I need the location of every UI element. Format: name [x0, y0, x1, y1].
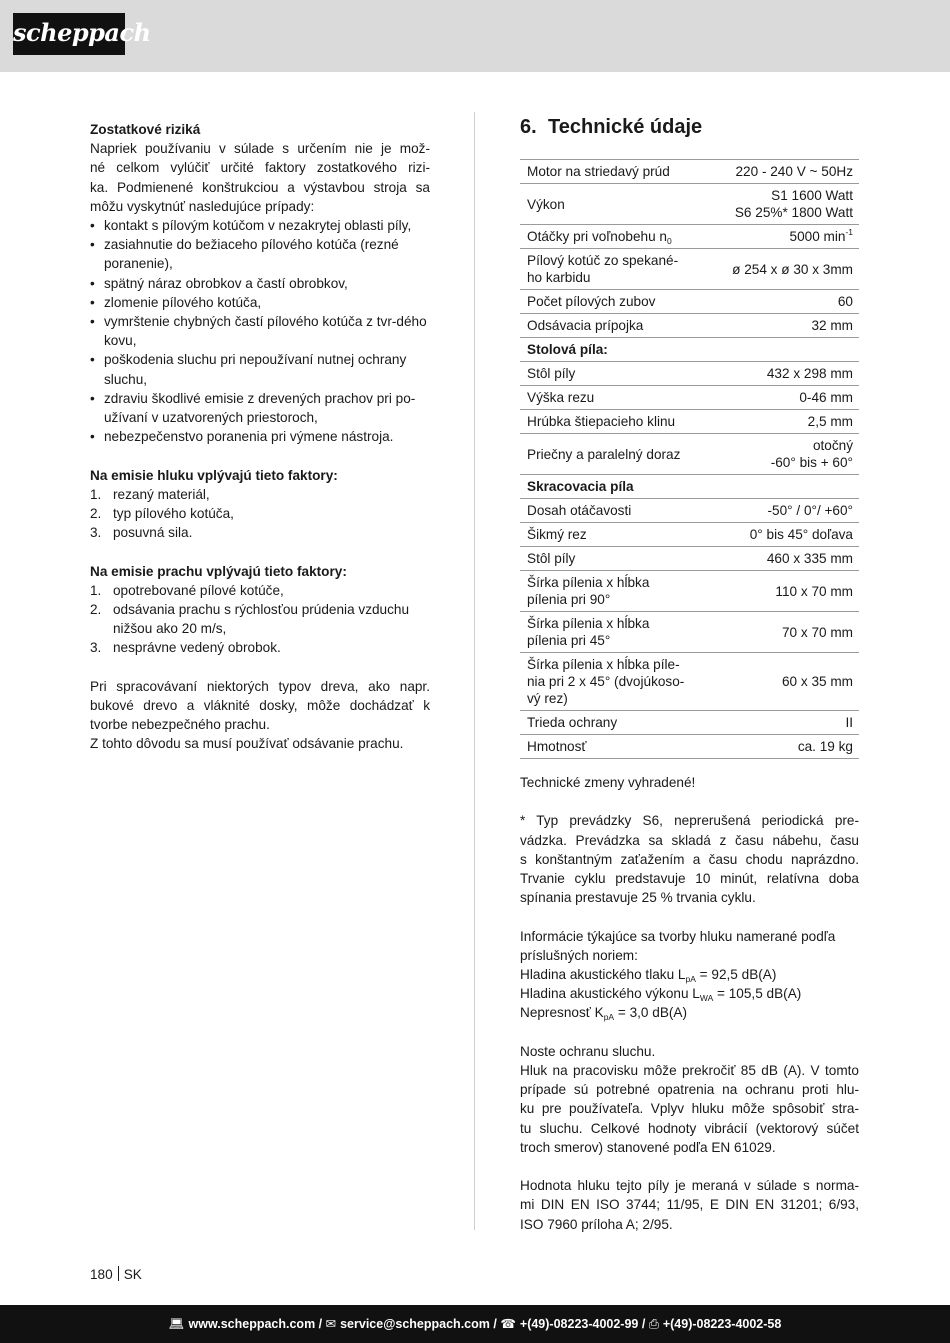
dust-factors-heading: Na emisie prachu vplývajú tieto faktory:: [90, 563, 347, 579]
spec-label: Šikmý rez: [520, 523, 710, 547]
list-item: 1. rezaný materiál,: [90, 486, 210, 502]
list-item: • spätný náraz obrobkov a častí obrobkov,: [90, 274, 430, 293]
spec-value: 32 mm: [710, 314, 859, 338]
footer-email[interactable]: service@scheppach.com /: [340, 1317, 497, 1331]
spec-label: Šírka pílenia x hĺbka pílenia pri 90°: [520, 571, 710, 612]
table-row: [520, 160, 859, 184]
computer-icon: 💻︎: [168, 1317, 185, 1331]
spec-value: 432 x 298 mm: [710, 362, 859, 386]
residual-risks-list: [90, 216, 430, 446]
spec-label: Počet pílových zubov: [520, 290, 710, 314]
residual-risks-heading: Zostatkové riziká: [90, 122, 201, 137]
spec-label: Dosah otáčavosti: [520, 499, 710, 523]
section-number: 6.: [520, 116, 537, 138]
hearing-protection-note: Noste ochranu sluchu. Hluk na pracovisku môže prekročiť 85 dB (A). V tomto prípade sú potrebné opatrenia na ochranu proti hlu- ku pre používateľa. Vplyv hluku môže spôsobiť stra- tu sluchu. Celkové hodnoty vibrácií (vektorový súčet troch smerov) stanovené podľa EN 61029.: [520, 1043, 859, 1155]
left-column: [90, 120, 430, 754]
footer-bar: [0, 1305, 950, 1343]
list-item: • vymrštenie chybných častí pílového kotúča z tvr-dého kovu,: [90, 312, 430, 350]
spec-label: Šírka pílenia x hĺbka píle- nia pri 2 x 45° (dvojúkoso- vý rez): [520, 653, 710, 711]
spec-value: 60: [710, 290, 859, 314]
right-column: [520, 113, 859, 1234]
column-divider: [474, 112, 475, 1230]
fax-icon: ⎙: [648, 1317, 659, 1331]
technical-changes-note: Technické zmeny vyhradené!: [520, 775, 696, 790]
spec-label: Otáčky pri voľnobehu $n_0$: [520, 225, 710, 249]
noise-factors-heading: Na emisie hluku vplývajú tieto faktory:: [90, 467, 338, 483]
section-title-text: Technické údaje: [548, 116, 703, 138]
spec-value: 0° bis 45° doľava: [710, 523, 859, 547]
list-item: 2. odsávania prachu s rýchlosťou prúdenia vzduchu nižšou ako 20 m/s,: [90, 602, 410, 637]
spec-label: Stôl píly: [520, 547, 710, 571]
s6-mode-note: * Typ prevádzky S6, neprerušená periodická pre- vádzka. Prevádzka sa skladá z času nábehu, času s konštantným zaťažením a času chodu naprázdno. Trvanie cyklu predstavuje 10 minút, relatívna doba spínania prestavuje 25 % trvania cyklu.: [520, 813, 859, 906]
spec-label: Výška rezu: [520, 386, 710, 410]
list-item: • zlomenie pílového kotúča,: [90, 293, 430, 312]
list-item: • zdraviu škodlivé emisie z drevených prachov pri po-užívaní v uzatvorených priestoroch,: [90, 389, 430, 427]
spec-label: Výkon: [520, 184, 710, 225]
spec-label: Hmotnosť: [520, 735, 710, 759]
list-item: • kontakt s pílovým kotúčom v nezakrytej oblasti píly,: [90, 216, 430, 235]
table-row: [520, 362, 859, 386]
spec-value: 5000 $\min^{-1}$: [710, 225, 859, 249]
table-row: [520, 571, 859, 612]
list-item: 3. nesprávne vedený obrobok.: [90, 640, 281, 656]
table-row: [520, 249, 859, 290]
spec-value: 70 x 70 mm: [710, 612, 859, 653]
mail-icon: ✉︎: [325, 1317, 337, 1331]
spec-value: 460 x 335 mm: [710, 547, 859, 571]
spec-value: S1 1600 Watt S6 25%* 1800 Watt: [710, 184, 859, 225]
dust-factors-list: [90, 581, 430, 658]
sound-power-level: Hladina akustického výkonu $L_{WA} = 105,5$ dB(A): [520, 986, 802, 1004]
list-item: 2. typ pílového kotúča,: [90, 506, 234, 522]
table-row: [520, 735, 859, 759]
spec-value: -50° / 0°/ +60°: [710, 499, 859, 523]
spec-value: II: [710, 711, 859, 735]
page-number: 180 SK: [90, 1267, 142, 1282]
list-item: • nebezpečenstvo poranenia pri výmene nástroja.: [90, 427, 430, 446]
table-row: [520, 434, 859, 475]
list-item: • poškodenia sluchu pri nepoužívaní nutnej ochrany sluchu,: [90, 350, 430, 388]
footer-phone: +(49)-08223-4002-99 /: [519, 1317, 646, 1331]
spec-label: Pílový kotúč zo spekané- ho karbidu: [520, 249, 710, 290]
table-row: [520, 225, 859, 249]
spec-value: ø 254 x ø 30 x 3mm: [710, 249, 859, 290]
spec-value: 60 x 35 mm: [710, 653, 859, 711]
spec-label: Trieda ochrany: [520, 711, 710, 735]
scheppach-logo: scheppach: [13, 13, 125, 55]
uncertainty: Nepresnosť $K_{pA} = 3,0$ dB(A): [520, 1005, 688, 1023]
spec-label: Priečny a paralelný doraz: [520, 434, 710, 475]
table-row: [520, 499, 859, 523]
spec-value: 110 x 70 mm: [710, 571, 859, 612]
miter-saw-heading: Skracovacia píla: [520, 475, 859, 499]
list-item: • zasiahnutie do bežiaceho pílového kotúča (rezné poranenie),: [90, 235, 430, 273]
footer-website[interactable]: www.scheppach.com /: [188, 1317, 323, 1331]
spec-label: Motor na striedavý prúd: [520, 160, 710, 184]
table-row: [520, 523, 859, 547]
spec-label: Hrúbka štiepacieho klinu: [520, 410, 710, 434]
table-row: [520, 612, 859, 653]
table-row: [520, 711, 859, 735]
table-section-row: [520, 338, 859, 362]
table-row: [520, 290, 859, 314]
noise-standards-note: Hodnota hluku tejto píly je meraná v súlade s norma- mi DIN EN ISO 3744; 11/95, E DIN EN 31201; 6/93, ISO 7960 príloha A; 2/95.: [520, 1178, 859, 1232]
spec-label: Šírka pílenia x hĺbka pílenia pri 45°: [520, 612, 710, 653]
noise-info: Informácie týkajúce sa tvorby hluku namerané podľa príslušných noriem: Hladina akustického tlaku $L_{pA} = 92,5$ dB(A) Hladina akustického výkonu $L_{WA} = 105,5$ dB(A) Nepresnosť $K_{pA} = 3,0$ dB(A): [520, 927, 859, 1023]
noise-factors-list: [90, 485, 430, 543]
residual-risks-intro: Napriek používaniu v súlade s určením nie je mož- né celkom vylúčiť určité faktory zostatkového rizi- ka. Podmienené konštrukciou a výstavbou stroja sa môžu vyskytnúť nasledujúce prípady:: [90, 141, 430, 214]
spec-value: 2,5 mm: [710, 410, 859, 434]
spec-value: 0-46 mm: [710, 386, 859, 410]
table-row: [520, 184, 859, 225]
wood-dust-paragraph: Pri spracovávaní niektorých typov dreva, ako napr. bukové drevo a vláknité dosky, môže dochádzať k tvorbe nebezpečného prachu. Z tohto dôvodu sa musí používať odsávanie prachu.: [90, 678, 430, 752]
footer-fax: +(49)-08223-4002-58: [662, 1317, 782, 1331]
spec-label: Odsávacia prípojka: [520, 314, 710, 338]
table-row: [520, 653, 859, 711]
spec-label: Stôl píly: [520, 362, 710, 386]
table-row: [520, 314, 859, 338]
list-item: 1. opotrebované pílové kotúče,: [90, 582, 284, 598]
table-row: [520, 410, 859, 434]
phone-icon: ☎︎: [500, 1317, 516, 1331]
table-row: [520, 386, 859, 410]
spec-value: 220 - 240 V ~ 50Hz: [710, 160, 859, 184]
sound-pressure-level: Hladina akustického tlaku $L_{pA} = 92,5$ dB(A): [520, 967, 777, 984]
header-bar: [0, 0, 950, 72]
table-row: [520, 547, 859, 571]
section-title: [520, 113, 859, 141]
table-section-row: [520, 475, 859, 499]
spec-value: otočný -60° bis + 60°: [710, 434, 859, 475]
table-saw-heading: Stolová píla:: [520, 338, 859, 362]
technical-data-table: [520, 159, 859, 759]
language-code: SK: [123, 1267, 142, 1282]
list-item: 3. posuvná sila.: [90, 525, 193, 541]
footnotes: [520, 773, 859, 1234]
spec-value: ca. 19 kg: [710, 735, 859, 759]
